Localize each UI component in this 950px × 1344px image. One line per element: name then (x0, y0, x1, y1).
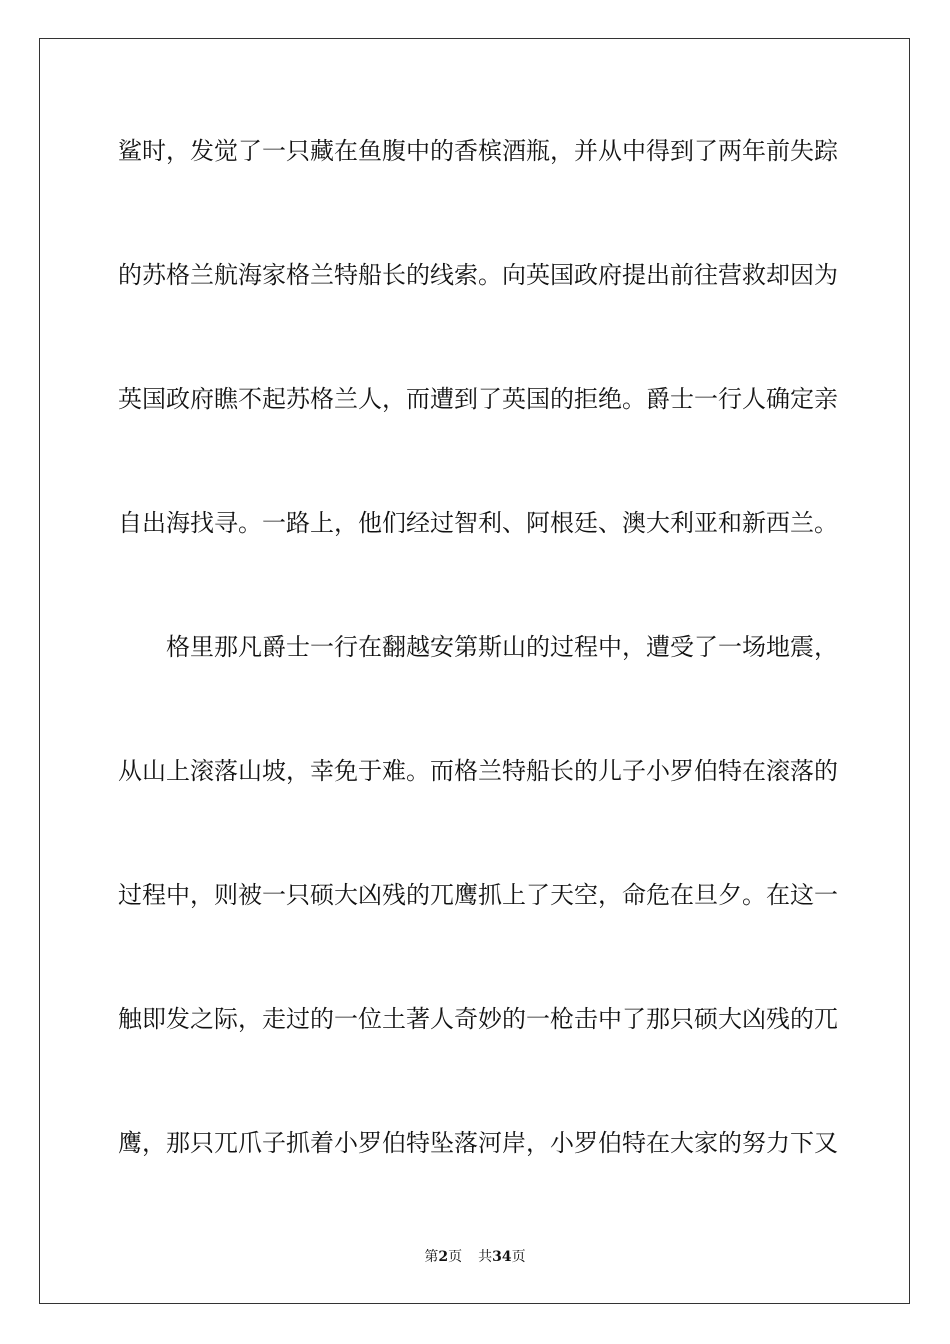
text-line-9: 鹰，那只兀爪子抓着小罗伯特坠落河岸，小罗伯特在大家的努力下又 (118, 1129, 838, 1157)
page-suffix: 页 (448, 1249, 463, 1265)
page-number: 2 (438, 1249, 449, 1265)
page-border (39, 38, 910, 1304)
text-line-4: 自出海找寻。一路上，他们经过智利、阿根廷、澳大利亚和新西兰。 (118, 509, 838, 537)
total-prefix: 共 (478, 1249, 493, 1265)
text-line-1: 鲨时，发觉了一只藏在鱼腹中的香槟酒瓶，并从中得到了两年前失踪 (118, 137, 838, 165)
text-line-6: 从山上滚落山坡，幸免于难。而格兰特船长的儿子小罗伯特在滚落的 (118, 757, 838, 785)
text-line-5: 格里那凡爵士一行在翻越安第斯山的过程中，遭受了一场地震， (166, 633, 838, 661)
total-suffix: 页 (511, 1249, 526, 1265)
page-footer (0, 1246, 950, 1266)
page-prefix: 第 (424, 1249, 439, 1265)
text-line-8: 触即发之际，走过的一位土著人奇妙的一枪击中了那只硕大凶残的兀 (118, 1005, 838, 1033)
total-pages: 34 (492, 1249, 512, 1265)
text-line-3: 英国政府瞧不起苏格兰人，而遭到了英国的拒绝。爵士一行人确定亲 (118, 385, 838, 413)
text-line-7: 过程中，则被一只硕大凶残的兀鹰抓上了天空，命危在旦夕。在这一 (118, 881, 838, 909)
text-line-2: 的苏格兰航海家格兰特船长的线索。向英国政府提出前往营救却因为 (118, 261, 838, 289)
